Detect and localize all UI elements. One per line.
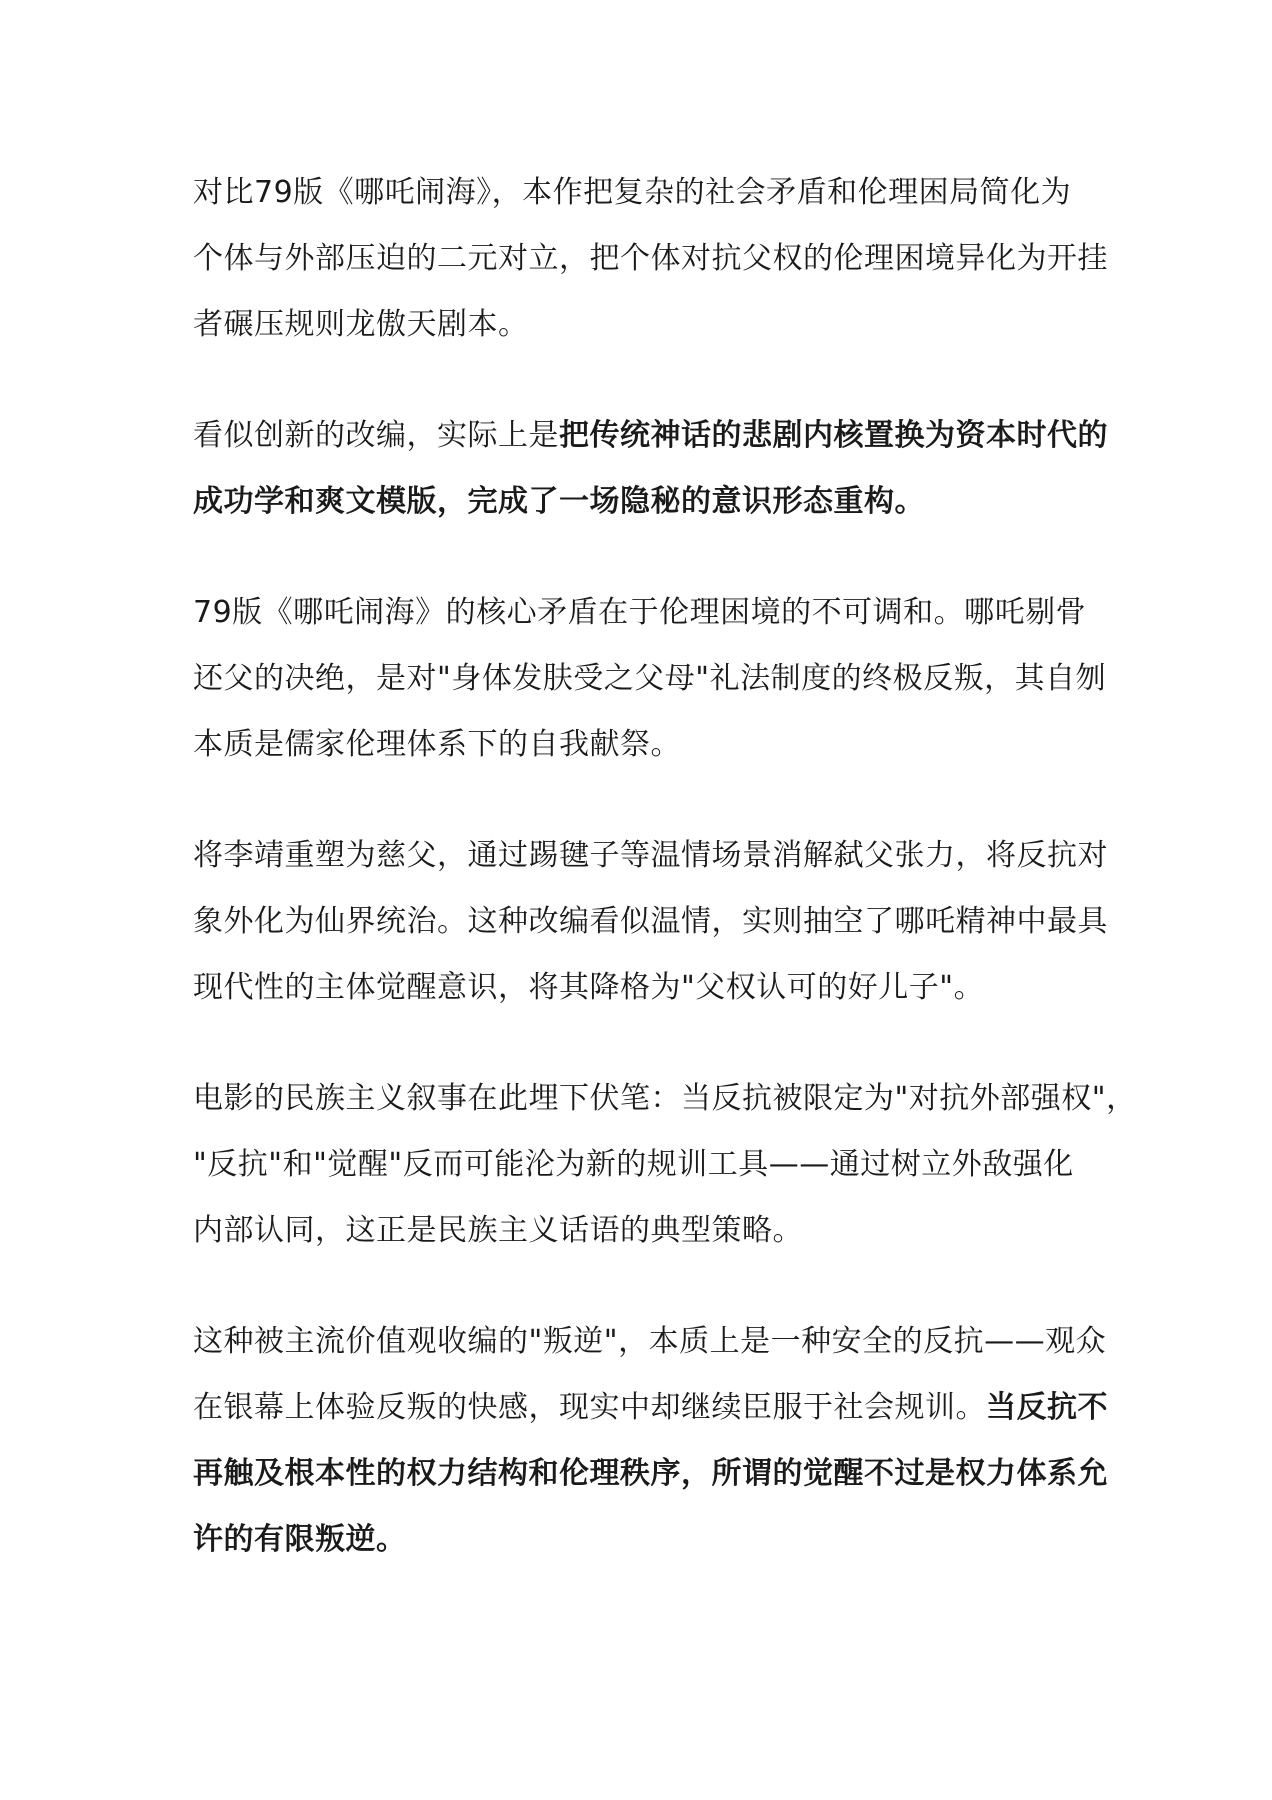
paragraph bbox=[193, 160, 1108, 358]
text-run: 将李靖重塑为慈父，通过踢毽子等温情场景消解弑父张力，将反抗对 bbox=[193, 838, 1108, 873]
text-line bbox=[193, 889, 1108, 955]
text-run: 在银幕上体验反叛的快感，现实中却继续臣服于社会规训。 bbox=[193, 1390, 986, 1425]
paragraph bbox=[193, 1066, 1137, 1264]
text-line bbox=[193, 1198, 1093, 1264]
text-run: 本质是儒家伦理体系下的自我献祭。 bbox=[193, 727, 681, 762]
text-run: 内部认同，这正是民族主义话语的典型策略。 bbox=[193, 1213, 803, 1248]
paragraph bbox=[193, 1309, 1108, 1573]
text-line bbox=[193, 646, 1107, 712]
paragraph bbox=[193, 823, 1108, 1021]
paragraph bbox=[193, 403, 1108, 535]
text-line bbox=[193, 580, 1093, 646]
text-line bbox=[193, 403, 1108, 469]
text-line bbox=[193, 712, 1093, 778]
bold-text-run: 再触及根本性的权力结构和伦理秩序，所谓的觉醒不过是权力体系允 bbox=[193, 1456, 1108, 1491]
text-line bbox=[193, 1132, 1093, 1198]
text-run: 79版《哪吒闹海》的核心矛盾在于伦理困境的不可调和。哪吒剔骨 bbox=[193, 595, 1087, 630]
text-line bbox=[193, 1309, 1107, 1375]
text-run: 个体与外部压迫的二元对立，把个体对抗父权的伦理困境异化为开挂 bbox=[193, 241, 1108, 276]
bold-text-run: 当反抗不 bbox=[986, 1390, 1108, 1425]
text-line bbox=[193, 1507, 1093, 1573]
text-line bbox=[193, 160, 1093, 226]
text-run: "反抗"和"觉醒"反而可能沦为新的规训工具——通过树立外敌强化 bbox=[193, 1147, 1074, 1182]
text-run: 这种被主流价值观收编的"叛逆"，本质上是一种安全的反抗——观众 bbox=[193, 1324, 1107, 1359]
bold-text-run: 成功学和爽文模版，完成了一场隐秘的意识形态重构。 bbox=[193, 484, 925, 519]
text-line bbox=[193, 823, 1108, 889]
text-line bbox=[193, 1441, 1108, 1507]
text-line bbox=[193, 226, 1108, 292]
text-run: 还父的决绝，是对"身体发肤受之父母"礼法制度的终极反叛，其自刎 bbox=[193, 661, 1107, 696]
text-run: 者碾压规则龙傲天剧本。 bbox=[193, 307, 529, 342]
text-run: 电影的民族主义叙事在此埋下伏笔：当反抗被限定为"对抗外部强权"， bbox=[193, 1081, 1137, 1116]
text-run: 看似创新的改编，实际上是 bbox=[193, 418, 559, 453]
text-line bbox=[193, 1375, 1108, 1441]
paragraph bbox=[193, 580, 1107, 778]
bold-text-run: 许的有限叛逆。 bbox=[193, 1522, 407, 1557]
text-line bbox=[193, 955, 1093, 1021]
text-line bbox=[193, 469, 1093, 535]
text-line bbox=[193, 1066, 1137, 1132]
text-line bbox=[193, 292, 1093, 358]
article-body bbox=[193, 160, 1137, 1618]
bold-text-run: 把传统神话的悲剧内核置换为资本时代的 bbox=[559, 418, 1108, 453]
text-run: 对比79版《哪吒闹海》，本作把复杂的社会矛盾和伦理困局简化为 bbox=[193, 175, 1072, 210]
text-run: 象外化为仙界统治。这种改编看似温情，实则抽空了哪吒精神中最具 bbox=[193, 904, 1108, 939]
text-run: 现代性的主体觉醒意识，将其降格为"父权认可的好儿子"。 bbox=[193, 970, 985, 1005]
